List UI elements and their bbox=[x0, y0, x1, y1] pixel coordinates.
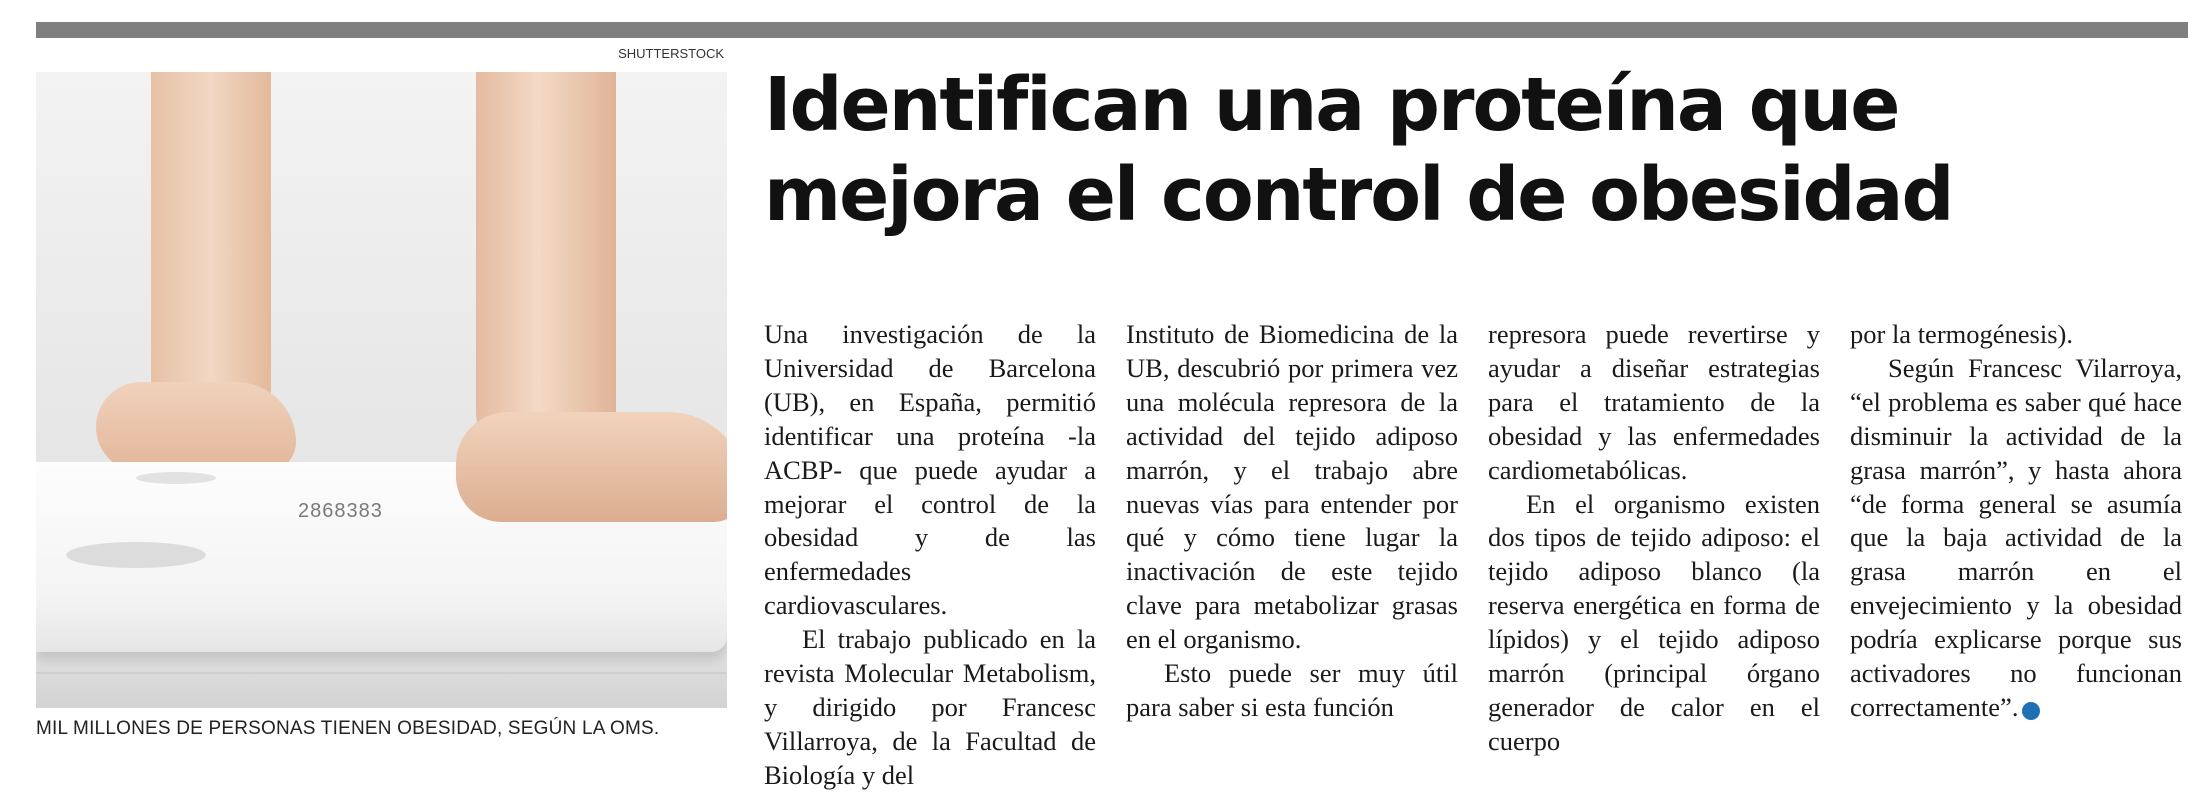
photo-caption: MIL MILLONES DE PERSONAS TIENEN OBESIDAD, SEGÚN LA OMS. bbox=[36, 718, 660, 739]
article-column-2 bbox=[1126, 318, 1458, 725]
headline-line-2: mejora el control de obesidad bbox=[764, 152, 1953, 238]
photo-right-foot bbox=[456, 412, 727, 522]
article-paragraph: En el organismo existen dos tipos de tejido adiposo: el tejido adiposo blanco (la reserva energética en forma de lípidos) y el tejido adiposo marrón (principal órgano generador de calor en el cuerpo bbox=[1488, 488, 1820, 756]
headline-line-1: Identifican una proteína que bbox=[764, 62, 1899, 148]
star-icon: ✪ bbox=[2022, 702, 2040, 720]
photo-stock-number: 2868383 bbox=[298, 500, 383, 522]
photo-scale-sensor bbox=[136, 472, 216, 484]
top-rule bbox=[36, 22, 2188, 38]
photo-left-foot bbox=[96, 382, 296, 472]
photo-floor-line bbox=[36, 672, 727, 674]
article-headline bbox=[764, 60, 2184, 240]
article-column-3 bbox=[1488, 318, 1820, 759]
article-photo bbox=[36, 72, 727, 708]
article-column-4 bbox=[1850, 318, 2182, 725]
photo-scale-sensor bbox=[66, 542, 206, 568]
article-paragraph: Una investigación de la Universidad de Barcelona (UB), en España, permitió identificar una proteína -la ACBP- que puede ayudar a mejorar el control de la obesidad y de las enfermedades cardiovasculares. bbox=[764, 319, 1096, 621]
article-paragraph: El trabajo publicado en la revista Molecular Metabolism, y dirigido por Francesc Villarroya, de la Facultad de Biología y del bbox=[764, 624, 1096, 790]
photo-credit: SHUTTERSTOCK bbox=[618, 46, 724, 61]
article-paragraph: Instituto de Biomedicina de la UB, descubrió por primera vez una molécula represora de la actividad del tejido adiposo marrón, y el trabajo abre nuevas vías para entender por qué y cómo tiene lugar la inactivación de este tejido clave para metabolizar grasas en el organismo. bbox=[1126, 319, 1458, 655]
article-column-1 bbox=[764, 318, 1096, 793]
article-paragraph: por la termogénesis). bbox=[1850, 319, 2073, 349]
article-paragraph: represora puede revertirse y ayudar a diseñar estrategias para el tratamiento de la obesidad y las enfermedades cardiometabólicas. bbox=[1488, 319, 1820, 485]
article-paragraph: Esto puede ser muy útil para saber si esta función bbox=[1126, 658, 1458, 722]
article-paragraph-text: Según Francesc Vilarroya, “el problema es saber qué hace disminuir la actividad de la grasa marrón”, y hasta ahora “de forma general se asumía que la baja actividad de la grasa marrón en el envejecimiento y la obesidad podría explicarse porque sus activadores no funcionan correctamente”. bbox=[1850, 352, 2182, 722]
article-paragraph bbox=[1850, 352, 2182, 725]
